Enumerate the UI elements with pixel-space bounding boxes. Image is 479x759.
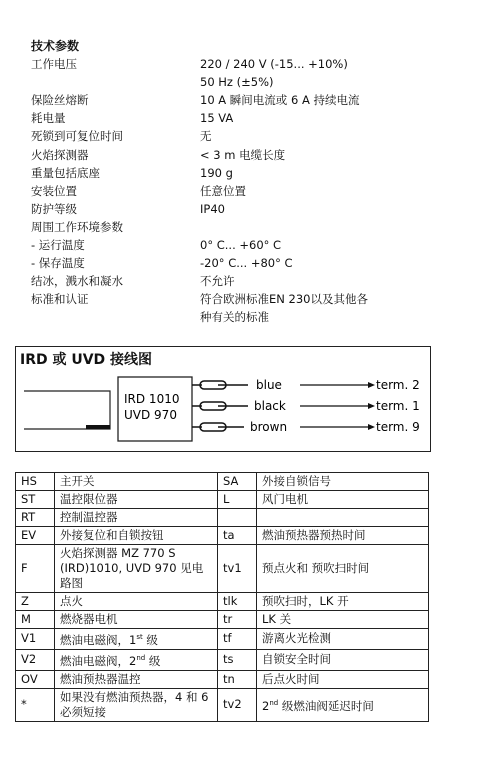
spec-value: 190 g (200, 166, 233, 180)
spec-value: 种有关的标准 (200, 310, 269, 324)
legend-desc-sup: nd (269, 698, 279, 707)
legend-code: V1 (16, 629, 55, 650)
device-label-1: IRD 1010 (124, 392, 180, 406)
spec-value: 15 VA (200, 111, 234, 125)
legend-code: EV (16, 527, 55, 545)
legend-desc: 后点火时间 (257, 670, 429, 688)
legend-code: tn (218, 670, 257, 688)
legend-code: HS (16, 473, 55, 491)
wire-color-blue: blue (256, 378, 282, 392)
legend-desc: 预吹扫时，LK 开 (257, 593, 429, 611)
spec-label: 火焰探测器 (31, 148, 89, 162)
legend-desc: 控制温控器 (55, 509, 218, 527)
legend-desc: 如果没有燃油预热器，4 和 6 必须短接 (55, 688, 218, 721)
legend-desc-text: 燃油电磁阀，1 (60, 632, 137, 647)
legend-desc: 游离火光检测 (257, 629, 429, 650)
legend-table (15, 472, 429, 722)
spec-label: 周围工作环境参数 (31, 220, 123, 234)
legend-code: RT (16, 509, 55, 527)
legend-code: F (16, 545, 55, 593)
wiring-diagram (15, 346, 431, 452)
legend-code: tlk (218, 593, 257, 611)
legend-desc: 燃烧器电机 (55, 611, 218, 629)
legend-code: SA (218, 473, 257, 491)
wiring-drawing (16, 347, 432, 453)
legend-desc: 自锁安全时间 (257, 649, 429, 670)
legend-code: ts (218, 649, 257, 670)
legend-desc: 风门电机 (257, 491, 429, 509)
wiring-title: IRD 或 UVD 接线图 (20, 352, 153, 368)
legend-code (218, 509, 257, 527)
legend-desc: 主开关 (55, 473, 218, 491)
spec-label: 耗电量 (31, 111, 66, 125)
legend-desc: 火焰探测器 MZ 770 S (IRD)1010, UVD 970 见电路图 (55, 545, 218, 593)
spec-value: 220 / 240 V (-15... +10%) (200, 57, 348, 71)
legend-code: tr (218, 611, 257, 629)
spec-value: 无 (200, 129, 212, 143)
legend-code: L (218, 491, 257, 509)
legend-desc-text: 级燃油阀延迟时间 (278, 698, 374, 713)
spec-label: 死锁到可复位时间 (31, 129, 123, 143)
legend-desc-text: 级 (142, 632, 158, 647)
legend-row (16, 593, 429, 611)
spec-label: 安装位置 (31, 184, 77, 198)
spec-label: 标准和认证 (31, 292, 89, 306)
legend-code: tv2 (218, 688, 257, 721)
legend-desc: 点火 (55, 593, 218, 611)
spec-label: 保险丝熔断 (31, 93, 89, 107)
spec-label: - 保存温度 (31, 256, 85, 270)
spec-label: 结冰，溅水和凝水 (31, 274, 123, 288)
legend-code: ta (218, 527, 257, 545)
legend-desc (55, 629, 218, 650)
legend-desc (257, 688, 429, 721)
term-9: term. 9 (376, 420, 420, 434)
legend-row (16, 473, 429, 491)
legend-code: * (16, 688, 55, 721)
legend-code: ST (16, 491, 55, 509)
legend-row (16, 527, 429, 545)
legend-code: tf (218, 629, 257, 650)
spec-title: 技术参数 (31, 39, 80, 53)
spec-value: 不允许 (200, 274, 235, 288)
legend-desc: 温控限位器 (55, 491, 218, 509)
spec-label: 重量包括底座 (31, 166, 100, 180)
legend-desc: 外接自锁信号 (257, 473, 429, 491)
legend-desc: 外接复位和自锁按钮 (55, 527, 218, 545)
legend-desc (55, 649, 218, 670)
legend-row (16, 649, 429, 670)
legend-desc-sup: nd (136, 653, 146, 662)
cable-outline (24, 391, 110, 429)
legend-desc (257, 509, 429, 527)
legend-code: M (16, 611, 55, 629)
legend-row (16, 688, 429, 721)
spec-value: IP40 (200, 202, 225, 216)
legend-desc-text: 2 (262, 698, 270, 713)
spec-value: < 3 m 电缆长度 (200, 148, 286, 162)
spec-value: 10 A 瞬间电流或 6 A 持续电流 (200, 93, 360, 107)
legend-row (16, 491, 429, 509)
term-2: term. 2 (376, 378, 420, 392)
legend-row (16, 670, 429, 688)
legend-desc-text: 级 (145, 653, 161, 668)
legend-code: tv1 (218, 545, 257, 593)
legend-row (16, 611, 429, 629)
wire-color-brown: brown (250, 420, 288, 434)
term-1: term. 1 (376, 399, 420, 413)
legend-desc: LK 关 (257, 611, 429, 629)
legend-row (16, 545, 429, 593)
legend-desc: 燃油预热器温控 (55, 670, 218, 688)
legend-code: V2 (16, 649, 55, 670)
wire-color-black: black (254, 399, 286, 413)
legend-desc: 燃油预热器预热时间 (257, 527, 429, 545)
legend-code: Z (16, 593, 55, 611)
spec-value: 0° C... +60° C (200, 238, 282, 252)
spec-value: -20° C... +80° C (200, 256, 293, 270)
legend-desc: 预点火和 预吹扫时间 (257, 545, 429, 593)
spec-label: 工作电压 (31, 57, 77, 71)
legend-row (16, 509, 429, 527)
legend-desc-text: 燃油电磁阀，2 (60, 653, 137, 668)
device-label-2: UVD 970 (124, 408, 177, 422)
legend-code: OV (16, 670, 55, 688)
spec-value: 符合欧洲标准EN 230以及其他各 (200, 292, 368, 306)
spec-label: 防护等级 (31, 202, 77, 216)
legend-desc-sup: st (136, 633, 143, 641)
spec-value: 任意位置 (200, 184, 246, 198)
spec-label: - 运行温度 (31, 238, 85, 252)
legend-row (16, 629, 429, 650)
spec-value: 50 Hz (±5%) (200, 75, 274, 89)
